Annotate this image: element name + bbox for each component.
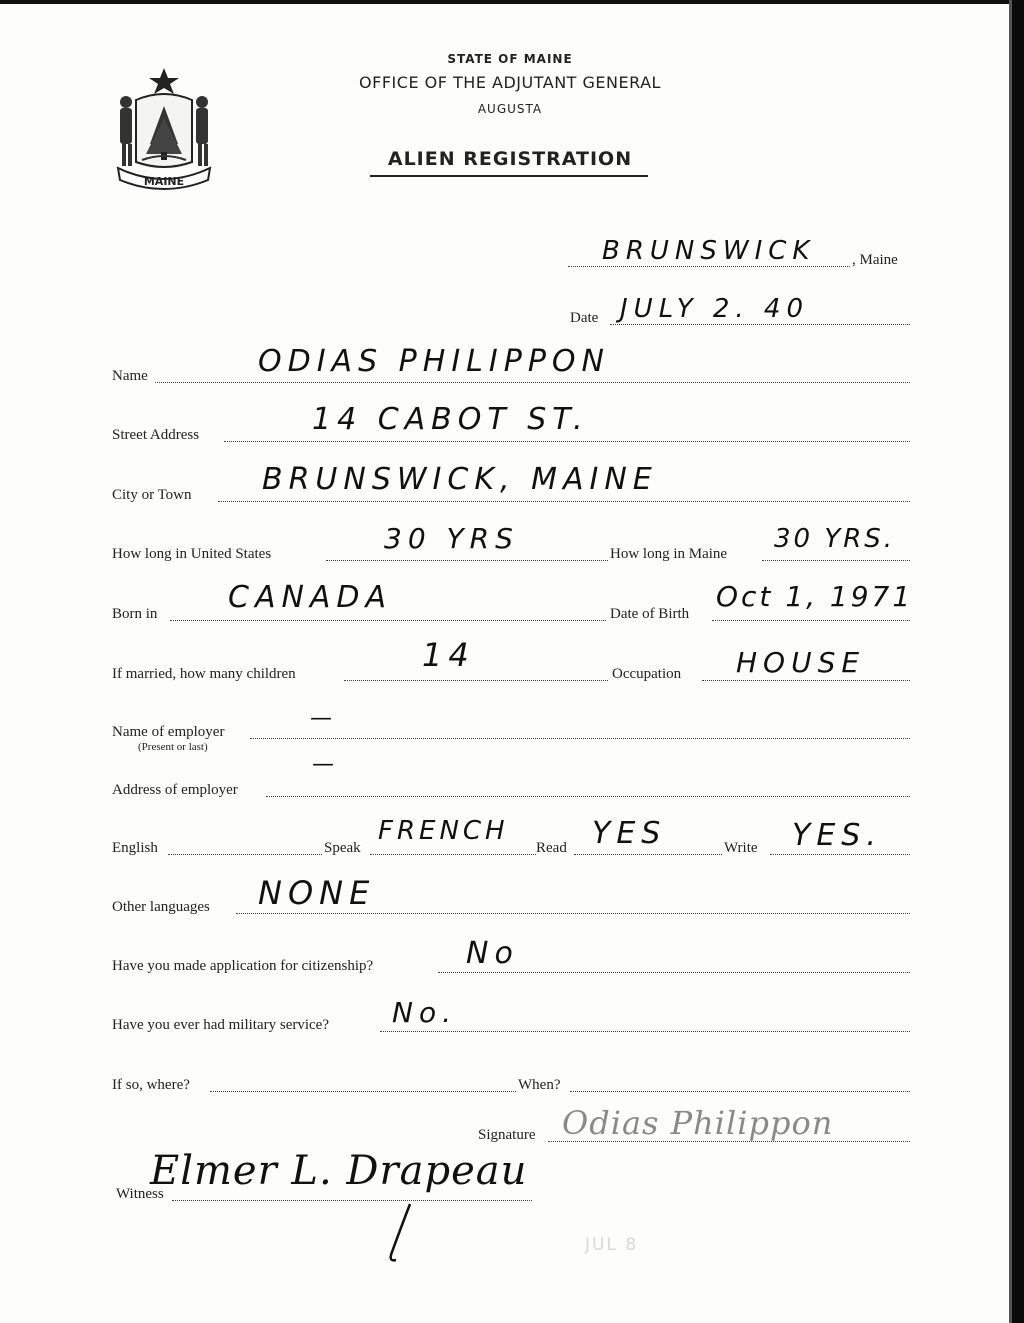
employer-address-value[interactable]: — — [312, 752, 340, 777]
employer-sublabel: (Present or last) — [138, 741, 208, 753]
speak-line — [370, 854, 536, 855]
years-us-value[interactable]: 30 YRS — [384, 522, 519, 555]
other-languages-label: Other languages — [112, 899, 210, 915]
read-value[interactable]: YES — [592, 816, 667, 851]
form-title: ALIEN REGISTRATION — [387, 148, 633, 170]
scan-edge-right — [1012, 0, 1024, 1323]
signature-label: Signature — [478, 1127, 536, 1143]
citizenship-label: Have you made application for citizenship? — [112, 958, 374, 974]
street-label: Street Address — [112, 427, 200, 443]
dob-label: Date of Birth — [610, 606, 690, 622]
children-label: If married, how many children — [112, 666, 296, 682]
english-label: English — [112, 840, 158, 856]
military-value[interactable]: No. — [392, 996, 457, 1029]
other-languages-line — [236, 913, 910, 914]
years-maine-line — [762, 560, 910, 561]
city-line — [218, 501, 910, 502]
title-underline — [370, 175, 648, 177]
employer-address-line — [266, 796, 910, 797]
witness-value[interactable]: Elmer L. Drapeau — [150, 1148, 528, 1194]
when-label: When? — [518, 1077, 561, 1093]
military-label: Have you ever had military service? — [112, 1017, 329, 1033]
where-line — [210, 1091, 516, 1092]
employer-line — [250, 738, 910, 739]
employer-label: Name of employer — [112, 724, 225, 740]
street-line — [224, 441, 910, 442]
read-line — [574, 854, 722, 855]
years-us-line — [326, 560, 608, 561]
born-in-value[interactable]: CANADA — [228, 580, 393, 615]
received-stamp: JUL 8 — [585, 1235, 639, 1255]
occupation-label: Occupation — [612, 666, 682, 682]
office-heading: OFFICE OF THE ADJUTANT GENERAL — [359, 73, 661, 92]
born-in-line — [170, 620, 606, 621]
born-in-label: Born in — [112, 606, 158, 622]
employer-address-label: Address of employer — [112, 782, 238, 798]
signature-value[interactable]: Odias Philippon — [562, 1104, 834, 1142]
witness-line — [172, 1200, 532, 1201]
write-line — [770, 854, 910, 855]
place-value[interactable]: BRUNSWICK — [602, 236, 816, 266]
place-line — [568, 266, 850, 267]
write-value[interactable]: YES. — [792, 818, 882, 853]
name-line — [155, 382, 910, 383]
state-heading: STATE OF MAINE — [447, 52, 573, 66]
dob-line — [712, 620, 910, 621]
street-value[interactable]: 14 CABOT ST. — [312, 402, 589, 437]
occupation-value[interactable]: HOUSE — [736, 646, 866, 679]
maine-seal-icon — [108, 64, 220, 194]
citizenship-value[interactable]: No — [466, 936, 519, 971]
city-heading: AUGUSTA — [477, 102, 543, 116]
military-line — [380, 1031, 910, 1032]
english-line — [168, 854, 322, 855]
city-value[interactable]: BRUNSWICK, MAINE — [262, 462, 658, 497]
scan-edge-top — [0, 0, 1024, 4]
years-maine-label: How long in Maine — [610, 546, 728, 562]
citizenship-line — [438, 972, 910, 973]
children-value[interactable]: 14 — [422, 636, 475, 674]
witness-label: Witness — [116, 1186, 164, 1202]
years-maine-value[interactable]: 30 YRS. — [774, 524, 896, 554]
when-line — [570, 1091, 910, 1092]
dob-value[interactable]: Oct 1, 1971 — [716, 580, 914, 613]
seal-banner-text: MAINE — [143, 175, 185, 188]
city-label: City or Town — [112, 487, 192, 503]
date-label: Date — [570, 310, 599, 326]
years-us-label: How long in United States — [112, 546, 272, 562]
date-value[interactable]: JULY 2. 40 — [620, 294, 809, 324]
speak-label: Speak — [324, 840, 361, 856]
employer-value[interactable]: — — [310, 706, 338, 731]
occupation-line — [702, 680, 910, 681]
name-label: Name — [112, 368, 148, 384]
read-label: Read — [536, 840, 567, 856]
children-line — [344, 680, 608, 681]
name-value[interactable]: ODIAS PHILIPPON — [258, 344, 610, 379]
where-label: If so, where? — [112, 1077, 190, 1093]
other-languages-value[interactable]: NONE — [258, 874, 376, 912]
witness-flourish-icon — [370, 1200, 430, 1270]
write-label: Write — [724, 840, 758, 856]
place-label: , Maine — [852, 252, 898, 268]
speak-value[interactable]: FRENCH — [378, 816, 509, 846]
date-line — [610, 324, 910, 325]
